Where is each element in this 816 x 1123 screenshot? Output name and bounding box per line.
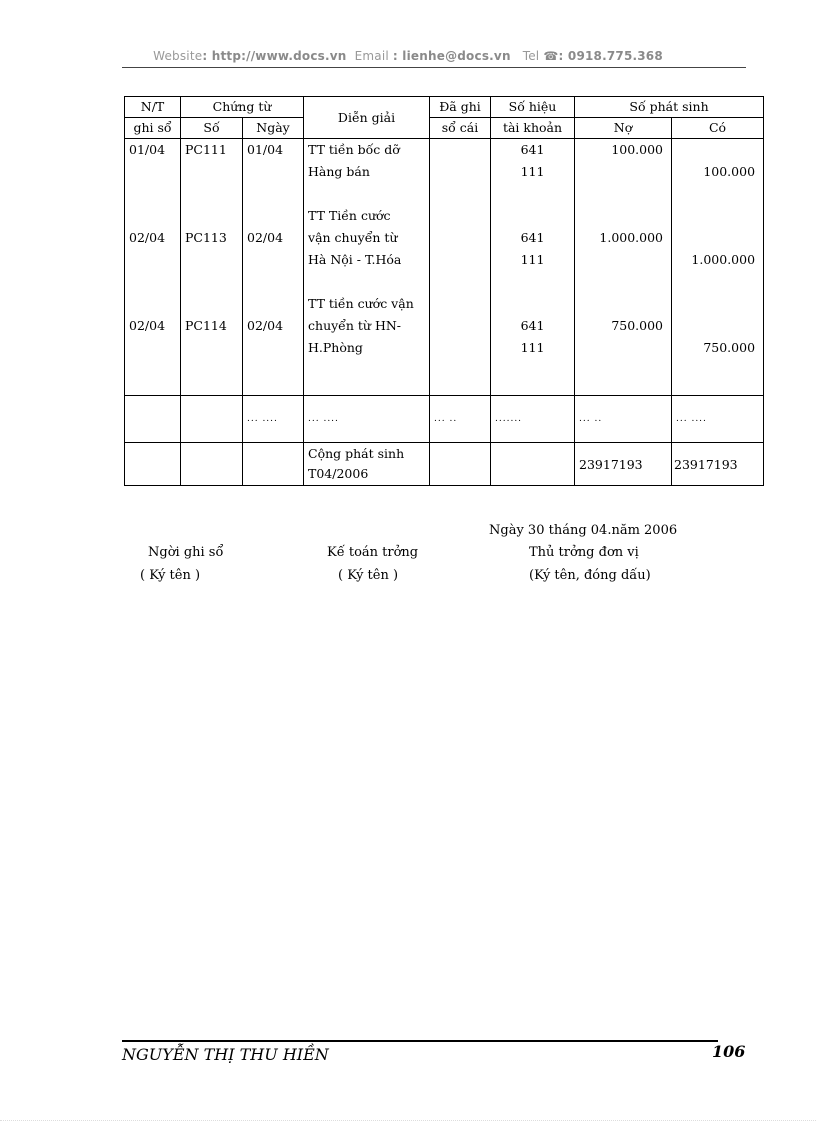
entry-2-desc-1: TT Tiền cước [308,208,391,223]
col-so: Số [181,118,243,139]
entry-1-account-debit: 641 [520,142,545,157]
entry-2-account-credit: 111 [520,252,545,267]
head-title: Thủ trởng đơn vị [529,545,639,560]
dots-cell: ....... [491,396,575,443]
entry-3-desc-2: chuyển từ HN- [308,318,402,333]
col-daghi2: sổ cái [430,118,491,139]
entry-3-credit: 750.000 [703,340,756,355]
col-co: Có [672,118,764,139]
entry-2-date: 02/04 [129,230,166,245]
entry-1-desc-2: Hàng bán [308,164,370,179]
entry-3-desc-3: H.Phòng [308,340,363,355]
entry-2-desc-3: Hà Nội - T.Hóa [308,252,402,267]
entry-3-account-credit: 111 [520,340,545,355]
footer-author: NGUYỄN THỊ THU HIỀN [122,1045,329,1064]
signature-date: Ngày 30 tháng 04.năm 2006 [489,523,678,538]
phone-icon: ☎ [543,49,559,63]
recorder-sign: ( Ký tên ) [140,568,201,583]
col-diengiai: Diễn giải [304,97,430,139]
recorder-title: Ngời ghi sổ [148,545,224,560]
table-row-total [125,443,764,486]
ledger-table [124,96,764,486]
entry-1-desc-1: TT tiền bốc dỡ [308,142,400,157]
entry-2-credit: 1.000.000 [691,252,756,267]
head-sign: (Ký tên, đóng dấu) [529,568,651,583]
entry-2-docno: PC113 [185,230,227,245]
entry-1-debit: 100.000 [611,142,664,157]
col-no: Nợ [575,118,672,139]
header-row-2 [125,118,764,139]
entry-3-debit: 750.000 [611,318,664,333]
col-chungtu: Chứng từ [181,97,304,118]
entry-3-desc-1: TT tiền cước vận [308,296,414,311]
entry-1-docno: PC111 [185,142,227,157]
entry-3-docno: PC114 [185,318,227,333]
entry-2-account-debit: 641 [520,230,545,245]
dots-cell: ... .. [430,396,491,443]
email-label: Email [354,49,389,63]
total-credit: 23917193 [672,443,764,486]
tel-value: : 0918.775.368 [558,49,663,63]
page-header [0,49,816,63]
page-number: 106 [712,1042,746,1061]
col-daghi: Đã ghi [430,97,491,118]
email-value[interactable]: : lienhe@docs.vn [392,49,511,63]
entry-1-account-credit: 111 [520,164,545,179]
table-row [125,139,764,396]
dots-cell: ... .... [243,396,304,443]
col-nt2: ghi sổ [125,118,181,139]
website-label: Website [153,49,203,63]
dots-cell: ... .... [672,396,764,443]
dots-cell: ... .... [304,396,430,443]
chief-accountant-sign: ( Ký tên ) [338,568,399,583]
entry-2-desc-2: vận chuyển từ [308,230,398,245]
total-label-1: Cộng phát sinh [308,446,405,461]
tel-label: Tel [522,49,540,63]
entry-1-docdate: 01/04 [247,142,284,157]
col-nt: N/T [125,97,181,118]
col-ngay: Ngày [243,118,304,139]
entry-2-docdate: 02/04 [247,230,284,245]
col-sophatsinh: Số phát sinh [575,97,764,118]
col-sohieu: Số hiệu [491,97,575,118]
entry-1-date: 01/04 [129,142,166,157]
website-url[interactable]: : http://www.docs.vn [202,49,347,63]
dots-cell: ... .. [575,396,672,443]
entry-3-date: 02/04 [129,318,166,333]
chief-accountant-title: Kế toán trởng [327,545,419,560]
entry-2-debit: 1.000.000 [599,230,664,245]
header-row-1 [125,97,764,118]
col-sohieu2: tài khoản [491,118,575,139]
table-row-placeholder [125,396,764,443]
entry-3-docdate: 02/04 [247,318,284,333]
footer-divider [122,1040,718,1042]
total-label-2: T04/2006 [308,466,369,481]
entry-1-credit: 100.000 [703,164,756,179]
page-bottom-border [0,1120,816,1121]
entry-3-account-debit: 641 [520,318,545,333]
header-divider [122,67,746,68]
total-debit: 23917193 [575,443,672,486]
